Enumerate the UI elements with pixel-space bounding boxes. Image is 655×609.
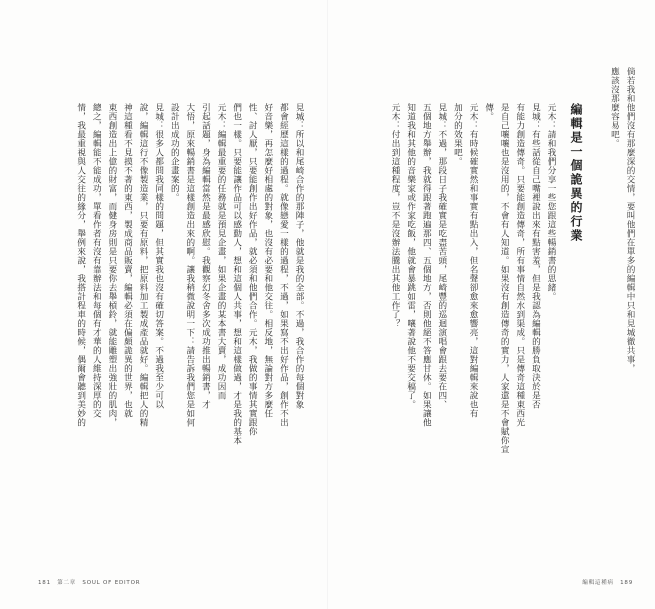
text-line: 見城：很多人都問我同樣的問題，但其實我也沒有確切答案。不過我至少可以 <box>153 103 164 409</box>
text-line: 見城：所以和尾崎合作的那陣子，他就是我的全部。不過，我合作的每個對象 <box>294 103 304 409</box>
text-line: 見城：有些話從自己嘴裡說出來有點害羞，但是我認為編輯的勝負取決於是否 <box>530 103 541 409</box>
text-line: 元木：請和我們分享一些您跟這些暢銷書的思緒。 <box>546 103 556 301</box>
right-page <box>327 0 655 609</box>
left-page <box>0 0 327 609</box>
right-page-body <box>386 103 558 555</box>
text-line: 說，編輯這行不像製造業，只要有原料，把原料加工製成產品就好。編輯把人的精 <box>138 103 149 427</box>
text-line: 知道我和其他的音樂家或作家吃飯，他就會暴跳如雷，嚷著說他不要交稿了。 <box>405 103 416 409</box>
text-line: 都會經歷這樣的過程。就像戀愛一樣的過程，不過，如果寫不出好作品，創作不出 <box>278 103 289 427</box>
text-line: 五個地方舉辦，我就得跟著跑遍那四、五個地方，否則他絕不答應甘休。如果讓他 <box>421 103 432 427</box>
left-page-folio: 181 第二章 SOUL OF EDITOR <box>38 580 141 586</box>
right-page-folio: 編輯這種病 189 <box>582 580 633 586</box>
text-line: 情，我最重視與人交往的緣分，舉例來說，我搭計程車的時候，偶爾會聽到美妙的 <box>75 103 86 427</box>
text-line: 設計出成功的企畫案的。 <box>169 103 180 202</box>
text-line: 總之，編輯能不能成功，單看作者有沒有靠辦法和每個有才華的人維持深厚的交 <box>91 103 102 418</box>
text-line: 見城：不過，那段日子我確實是吃盡苦頭，尾崎豐的巡迴演唱會跟去要在四、 <box>436 103 447 409</box>
text-line: 性、討人厭，只要能創作出好作品，就必須和他們合作。元木，我做的事情其實跟你 <box>247 103 258 436</box>
text-line: 們也一樣。只要能讓作品可以感動人，想和這個人共事，想和這樣做過，才是我的基本 <box>231 103 242 445</box>
intro-line: 倘若我和他們沒有那麼深的交情，要叫他們在單多的編輯中只和見城徹共事， <box>625 67 635 373</box>
text-line: 元木：付出到這種程度，豈不是沒辦法騰出其他工作了？ <box>390 103 401 328</box>
right-page-intro <box>606 67 637 557</box>
text-line: 元木：編輯最重要的任務就是預見企畫，如果企畫的某本書大賣，成功因而 <box>216 103 227 400</box>
text-line: 元木：有時候確實然和事實有點出入，但名聲卻愈來愈響亮，這對編輯來說也有 <box>468 103 479 418</box>
intro-line: 應該沒那麼容易吧。 <box>609 67 620 148</box>
left-page-body <box>72 103 306 555</box>
text-line: 大悟，原來暢銷書是這樣創造出來的啊。讓我稍微說明一下：請告訴我們您是如何 <box>184 103 195 427</box>
text-line: 神這種看不見摸不著的東西，製成商品販賣，編輯必須在偏頗詭異的世界，也就 <box>122 103 133 418</box>
text-line: 有能力創造傳奇。只要能創造傳奇，所有事情自然水到渠成。只是傳奇這種東西光 <box>514 103 525 427</box>
text-line: 是自己嚷嚷也是沒用的，不會有人知道。如果沒有創造傳奇的實力，人家還是不會賦你宣 <box>499 103 510 454</box>
text-line: 引起話題，身為編輯當然是最感欣慰。我觀察幻冬舍多次成功推出暢銷書，才 <box>200 103 211 409</box>
text-line: 東西創造出上億的財富，而健身房則是只要你去舉槓鈴，就能雕塑出強壯的肌肉， <box>106 103 117 427</box>
section-heading: 編輯是一個詭異的行業 <box>569 103 583 243</box>
text-line: 傳。 <box>483 103 494 121</box>
text-line: 加分的效果吧。 <box>452 103 463 166</box>
text-line: 好音樂，再怎麼好相處的對象，也沒有必要和他交往。相反地，無論對方多麼任 <box>262 103 273 418</box>
